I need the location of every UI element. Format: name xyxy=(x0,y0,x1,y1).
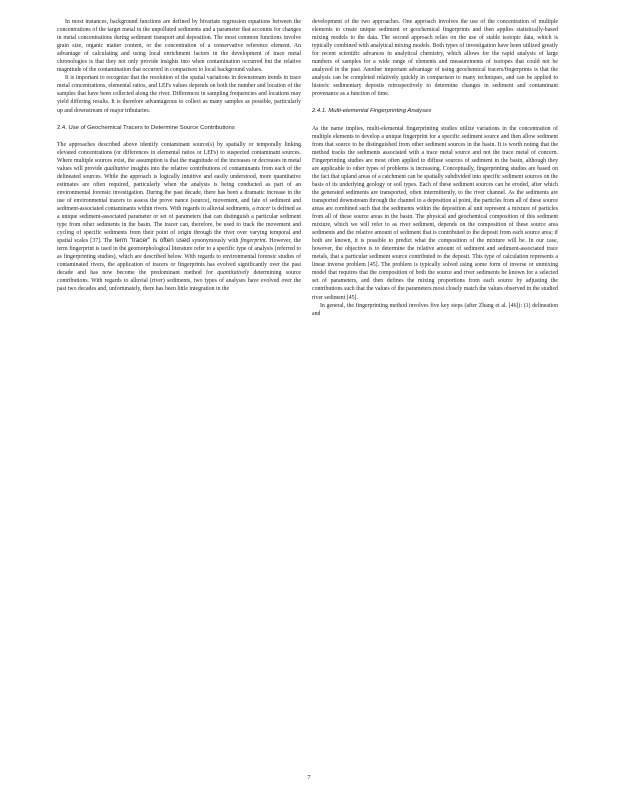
subsection-heading: 2.4.1. Multi-elemental Fingerprinting Analyses xyxy=(312,108,432,115)
right-column xyxy=(312,18,558,318)
emphasis-quantitatively: quantitatively xyxy=(217,270,250,277)
text-run: synonymously with xyxy=(192,238,239,245)
spacer xyxy=(312,98,558,107)
paragraph: development of the two approaches. One approach involves the use of the concentration of multiple elements to create unique sediment or geochemical fingerprints and then applies statistically-based mixing models to the data. The second approach relies on the use of stable isotopic data, which is typically combined with analytical mixing models. Both types of investigation have been utilized greatly for recent scientific advances in analytical chemistry, which allows for the rapid analysis of large numbers of samples for a wide range of elements and measurements of isotopes that could not be analyzed in the past. Another important advantage of using geochemical tracers/fingerprints is that the analysis can be completed relatively quickly in comparison to many techniques, and can be applied to historic sedimentary deposits retrospectively to determine changes in sediment and contaminant provenance as a function of time. xyxy=(312,19,558,98)
emphasis-qualitative: qualitative xyxy=(104,165,129,172)
text-run: determining source contributions. With regards to alluvial (river) sediments, two types of analyses have evolved over the past two decades and, unfortunately, there has been little integration in the xyxy=(57,270,301,293)
text-run: insights into the relative contributions of contaminants from each of the delineated sources. While the approach is logically intuitive and easily understood, more quantitative estimates are often required, particularly when the analysis is being conducted as part of an environmental forensic investigation. During the past decade, there has been a dramatic increase in the use of environmental tracers to assess the prove nance (source), movement, and fate of sediment and sediment-associated contaminants within rivers. With regards to alluvial sediments, a xyxy=(57,165,302,212)
paragraph: In most instances, background functions are defined by bivariate regression equations between the concentrations of the target metal in the unpolluted sediments and a parameter that accounts for changes in metal concentrations during sediment transport and deposition. The most common functions involve grain size, organic matter content, or the concentration of a conservative reference element. An advantage of calculating and using local enrichment factors in the development of trace metal chronologies is that they not only provide insights into when contamination occurred but the relative magnitude of the contamination that occurred in comparison to local background values. xyxy=(57,19,301,74)
emphasis-fingerprint: fingerprint xyxy=(240,238,266,245)
page-number: 7 xyxy=(307,774,311,781)
left-column xyxy=(57,18,301,294)
paragraph xyxy=(57,141,301,294)
paragraph: As the name implies, multi-elemental fingerprinting studies utilize variations in the concentration of multiple elements to develop a unique fingerprint for a specific sediment source and then allow sediment from that source to be distinguished from other sediment sources in the basin. It is worth noting that the method tracks the sediments associated with a trace metal source and not the trace metal of concern. Fingerprinting studies are most often applied to diffuse sources of sediment in the basin, although they are applicable to other types of problems is increasing. Conceptually, fingerprinting studies are based on the fact that upland areas of a catchment can be spatially subdivided into specific sediment sources on the basis of its underlying geology or soil types. Each of these sediment sources can be eroded, after which the generated sediments are transported, often intermittently, to the river channel. As the sediments are transported downstream through the channel to a deposition al point, the particles from all of these source areas are combined such that the sediments within the deposition al unit represent a mixture of particles from all of these source areas in the basin. The physical and geochemical composition of this sediment mixture, which we will refer to as river sediment, depends on the composition of these source area sediments and the relative amount of sediment that is contributed to the deposit from each source area; if both are known, it is possible to predict what the composition of the mixture will be. In our case, however, the objective is to determine the relative amount of sediment and sediment-associated trace metals, that a particular sediment source contributed to the deposit. This type of calculation represents a linear inverse problem [45]. The problem is typically solved using some form of inverse or unmixing model that requires that the composition of both the source and river sediments be known for a selected set of parameters, and then defines the mixing proportions from each source by adjusting the contributions such that the values of the parameters most closely match the values observed in the studied river sediment [45]. xyxy=(312,125,558,301)
spacer xyxy=(57,132,301,141)
emphasis-tracer: tracer xyxy=(256,205,271,212)
paragraph: It is important to recognize that the resolution of the spatial variations in downstream trends in trace metal concentrations, elemental ratios, and LEFs values depends on both the number and location of the samples that have been collected along the river. Differences in sampling frequencies and locations may yield differing results. It is therefore advantageous to collect as many samples as possible, particularly up and downstream of major tributaries. xyxy=(57,75,301,114)
text-run: The approaches described above identify contaminant source(s) by spatially or temporally linking elevated concentrations (or differences in elemental ratios or LEFs) to suspected contaminant sources. Where multiple sources exist, the assumption is that the magnitude of the increases or decreases in metal values will provide xyxy=(57,141,301,172)
text-run: is defined as a unique sediment-associated parameter or set of parameters that can distinguish a particular sediment type from other sediments in the basin. The tracer can, therefore, be used to track the movement and cycling of specific sediments from their point of origin through the river over varying temporal and spatial scales [37]. The xyxy=(57,205,301,245)
section-heading: 2.4. Use of Geochemical Tracers to Determine Source Contributions xyxy=(57,124,235,131)
paragraph: In general, the fingerprinting method involves five key steps (after Zhang et al. [46]): (1) delineation and xyxy=(312,302,558,317)
spacer xyxy=(312,116,558,125)
emphasis-term-tracer: term "tracer" is often used xyxy=(114,237,190,245)
text-run: . However, the term fingerprint is used in the geomorphological literature refer to a specific type of analysis (referred to as fingerprinting studies), which are described below. With regards to environmental forensic studies of contaminated rivers, the application of tracers or fingerprints has evolved significantly over the past decade and has now become the predominant method for xyxy=(57,238,301,277)
spacer xyxy=(57,115,301,124)
